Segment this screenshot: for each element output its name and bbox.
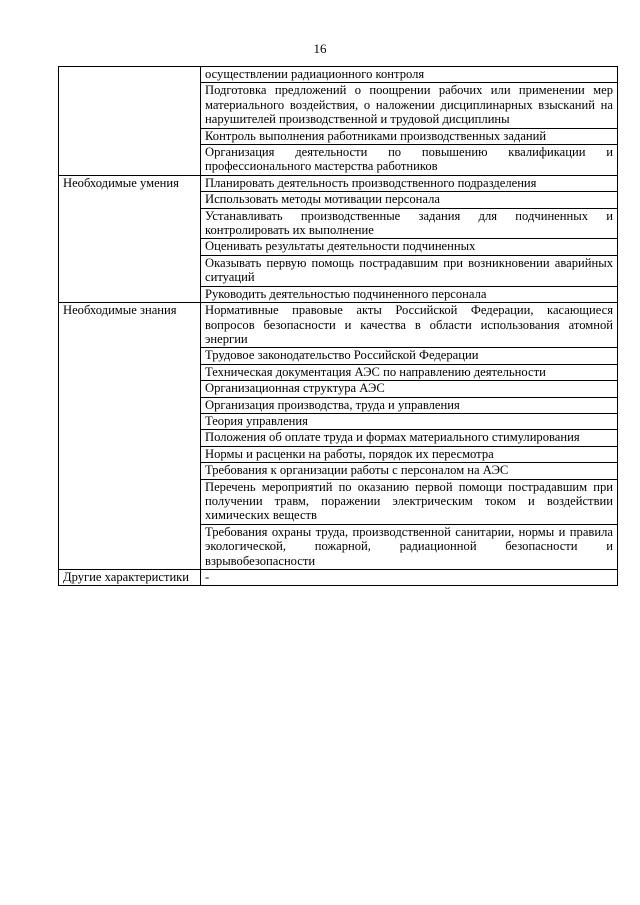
cell-text: Организационная структура АЭС bbox=[201, 381, 618, 397]
cell-text: Организация производства, труда и управления bbox=[201, 397, 618, 413]
row-label bbox=[59, 67, 201, 176]
row-label: Необходимые умения bbox=[59, 175, 201, 302]
cell-text: Подготовка предложений о поощрении рабочих или применении мер материального воздействия, о наложении дисциплинарных взысканий на нарушителей производственной и трудовой дисциплины bbox=[201, 83, 618, 128]
table-row bbox=[59, 67, 618, 83]
row-label: Необходимые знания bbox=[59, 303, 201, 570]
cell-text: Перечень мероприятий по оказанию первой помощи пострадавшим при получении травм, поражении электрическим током и воздействии химических веществ bbox=[201, 479, 618, 524]
table-row bbox=[59, 303, 618, 348]
cell-text: Требования к организации работы с персоналом на АЭС bbox=[201, 463, 618, 479]
cell-text: Устанавливать производственные задания для подчиненных и контролировать их выполнение bbox=[201, 208, 618, 239]
cell-text: Нормы и расценки на работы, порядок их пересмотра bbox=[201, 446, 618, 462]
cell-text: Контроль выполнения работниками производственных заданий bbox=[201, 128, 618, 144]
cell-text: Требования охраны труда, производственной санитарии, нормы и правила экологической, пожарной, радиационной безопасности и взрывобезопасности bbox=[201, 524, 618, 569]
cell-text: Планировать деятельность производственного подразделения bbox=[201, 175, 618, 191]
table-row bbox=[59, 570, 618, 586]
cell-text: Положения об оплате труда и формах материального стимулирования bbox=[201, 430, 618, 446]
cell-text: Оценивать результаты деятельности подчиненных bbox=[201, 239, 618, 255]
cell-text: Организация деятельности по повышению квалификации и профессионального мастерства работников bbox=[201, 145, 618, 176]
cell-text: Теория управления bbox=[201, 413, 618, 429]
cell-text: Техническая документация АЭС по направлению деятельности bbox=[201, 364, 618, 380]
cell-text: Руководить деятельностью подчиненного персонала bbox=[201, 286, 618, 302]
table-row bbox=[59, 175, 618, 191]
page-number: 16 bbox=[313, 41, 327, 56]
cell-text: осуществлении радиационного контроля bbox=[201, 67, 618, 83]
qualification-table bbox=[58, 66, 618, 586]
cell-text: Нормативные правовые акты Российской Федерации, касающиеся вопросов безопасности и качества в области использования атомной энергии bbox=[201, 303, 618, 348]
cell-text: Оказывать первую помощь пострадавшим при возникновении аварийных ситуаций bbox=[201, 255, 618, 286]
cell-text: Трудовое законодательство Российской Федерации bbox=[201, 348, 618, 364]
cell-text: - bbox=[201, 570, 618, 586]
cell-text: Использовать методы мотивации персонала bbox=[201, 192, 618, 208]
row-label: Другие характеристики bbox=[59, 570, 201, 586]
